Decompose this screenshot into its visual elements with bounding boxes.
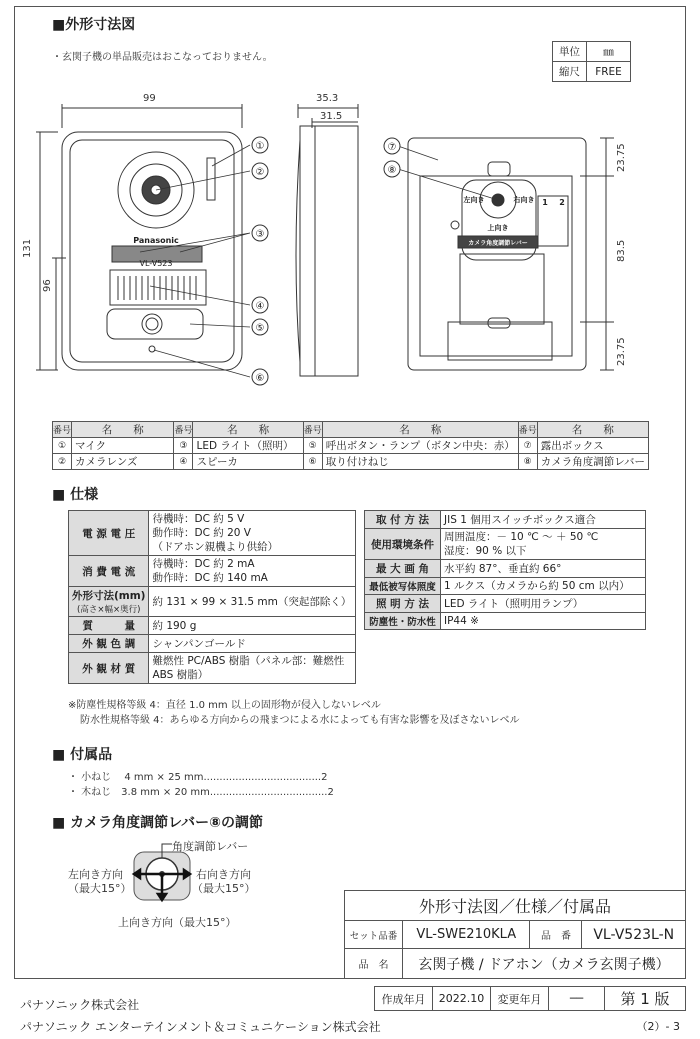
set-label: セット品番 <box>345 921 403 949</box>
spec-value: 待機時：DC 約 5 V 動作時：DC 約 20 V （ドアホン親機より供給） <box>149 511 356 556</box>
up-caption: 上向き方向（最大15°） <box>118 916 237 929</box>
changed-label: 変更年月 <box>491 987 549 1011</box>
table-row <box>365 595 646 613</box>
spec-key: 取 付 方 法 <box>365 511 441 529</box>
left-caption: 左向き方向 <box>68 868 123 881</box>
dim-top: 23.75 <box>616 143 627 172</box>
spec-key: 電 源 電 圧 <box>69 511 149 556</box>
table-row <box>365 511 646 529</box>
spec-value: 待機時：DC 約 2 mA 動作時：DC 約 140 mA <box>149 556 356 587</box>
dimension-drawing <box>0 0 700 420</box>
terminal-1: 1 <box>542 198 548 207</box>
set-value: VL-SWE210KLA <box>403 921 530 949</box>
accessory-item: ・ 小ねじ 4 mm × 25 mm.....................................2 <box>68 772 328 783</box>
table-row <box>365 578 646 595</box>
spec-value: 難燃性 PC/ABS 樹脂（パネル部：難燃性 ABS 樹脂） <box>149 653 356 684</box>
changed-value: ── <box>549 987 605 1011</box>
spec-key: 最低被写体照度 <box>365 578 441 595</box>
spec-table-right <box>364 510 646 630</box>
part-value: VL-V523L-N <box>582 921 686 949</box>
table-cell: 露出ボックス <box>537 438 648 454</box>
side-view-outline <box>300 126 358 376</box>
left-caption-limit: （最大15°） <box>68 882 132 895</box>
table-row <box>69 617 356 635</box>
header-cell: 番号 <box>53 422 72 438</box>
header-cell: 名 称 <box>72 422 174 438</box>
model-mark: VL-V523 <box>139 259 173 268</box>
spec-value: 周囲温度：－ 10 ℃ ～ ＋ 50 ℃ 湿度：90 % 以下 <box>441 529 646 560</box>
spec-value: 約 131 × 99 × 31.5 mm（突起部除く） <box>149 587 356 617</box>
created-value: 2022.10 <box>433 987 491 1011</box>
section-title-adjust: ■ カメラ角度調節レバー⑧の調節 <box>52 815 263 831</box>
header-cell: 名 称 <box>322 422 518 438</box>
page-number: （2）- 3 <box>636 1020 680 1033</box>
created-label: 作成年月 <box>375 987 433 1011</box>
table-row <box>365 560 646 578</box>
header-cell: 番号 <box>303 422 322 438</box>
dim-depth: 35.3 <box>316 93 339 104</box>
section-title-accessories: ■ 付属品 <box>52 747 113 763</box>
spec-key: 外 観 色 調 <box>69 635 149 653</box>
header-cell: 番号 <box>174 422 193 438</box>
table-cell: ④ <box>174 454 193 470</box>
section-title-spec: ■ 仕様 <box>52 487 99 503</box>
table-row <box>69 635 356 653</box>
spec-table-left <box>68 510 356 684</box>
spec-key: 防塵性・防水性 <box>365 613 441 630</box>
table-row <box>365 529 646 560</box>
spec-note-2: 防水性規格等級 4：あらゆる方向からの飛まつによる水によっても有害な影響を及ぼさないレベル <box>80 715 520 726</box>
edition: 第 1 版 <box>605 987 686 1011</box>
parts-table <box>52 421 649 470</box>
spec-value: LED ライト（照明用ランプ） <box>441 595 646 613</box>
spec-note-1: ※防塵性規格等級 4：直径 1.0 mm 以上の固形物が侵入しないレベル <box>68 700 381 711</box>
spec-key: 質 量 <box>69 617 149 635</box>
table-row <box>69 511 356 556</box>
table-cell: ⑤ <box>303 438 322 454</box>
spec-value: 1 ルクス（カメラから約 50 cm 以内） <box>441 578 646 595</box>
table-cell: ⑧ <box>518 454 537 470</box>
scale-label: 縮尺 <box>553 62 587 82</box>
callout-4: ④ <box>255 301 265 312</box>
table-cell: カメラ角度調節レバー <box>537 454 648 470</box>
part-label: 品 番 <box>530 921 582 949</box>
document-title: 外形寸法図／仕様／付属品 <box>345 891 686 921</box>
dim-height-inner: 96 <box>42 279 53 292</box>
parts-table-header <box>53 422 649 438</box>
up-dir-label: 上向き <box>487 224 509 232</box>
right-caption: 右向き方向 <box>196 868 251 881</box>
section-title-dimensions: ■外形寸法図 <box>52 17 136 33</box>
header-cell: 名 称 <box>193 422 303 438</box>
unit-value: ㎜ <box>587 42 631 62</box>
dim-depth-inner: 31.5 <box>320 111 343 122</box>
mounting-screw <box>149 346 155 352</box>
accessory-item: ・ 木ねじ 3.8 mm × 20 mm.....................................2 <box>68 787 334 798</box>
dim-middle: 83.5 <box>616 239 627 262</box>
left-dir-label: 左向き <box>463 196 485 204</box>
spec-key: 外 観 材 質 <box>69 653 149 684</box>
spec-key: 照 明 方 法 <box>365 595 441 613</box>
spec-value: シャンパンゴールド <box>149 635 356 653</box>
spec-value: 約 190 g <box>149 617 356 635</box>
spec-value: IP44 ※ <box>441 613 646 630</box>
table-cell: ⑦ <box>518 438 537 454</box>
table-cell: 呼出ボタン・ランプ（ボタン中央：赤） <box>322 438 518 454</box>
table-row <box>365 613 646 630</box>
title-block <box>344 890 686 979</box>
notice-text: ・玄関子機の単品販売はおこなっておりません。 <box>52 52 273 63</box>
table-row <box>53 438 649 454</box>
unit-label: 単位 <box>553 42 587 62</box>
table-cell: マイク <box>72 438 174 454</box>
callout-5: ⑤ <box>255 323 265 334</box>
callout-8: ⑧ <box>387 165 397 176</box>
dim-width: 99 <box>143 93 156 104</box>
table-row <box>69 653 356 684</box>
terminal-2: 2 <box>559 198 565 207</box>
spec-value: JIS 1 個用スイッチボックス適合 <box>441 511 646 529</box>
table-cell: ① <box>53 438 72 454</box>
callout-2: ② <box>255 167 265 178</box>
company-name: パナソニック株式会社 <box>20 998 140 1012</box>
dim-bottom: 23.75 <box>616 337 627 366</box>
table-cell: ⑥ <box>303 454 322 470</box>
name-value: 玄関子機 / ドアホン（カメラ玄関子機） <box>403 949 686 979</box>
name-label: 品 名 <box>345 949 403 979</box>
dim-height: 131 <box>22 238 33 258</box>
right-dir-label: 右向き <box>513 196 535 204</box>
lever-label: カメラ角度調節レバー <box>468 240 528 247</box>
callout-3: ③ <box>255 229 265 240</box>
brand-logo: Panasonic <box>133 236 179 245</box>
company-name-sub: パナソニック エンターテインメント＆コミュニケーション株式会社 <box>20 1020 381 1034</box>
table-cell: 取り付けねじ <box>322 454 518 470</box>
table-row <box>69 556 356 587</box>
revision-block <box>374 986 686 1011</box>
header-cell: 番号 <box>518 422 537 438</box>
spec-key: 消 費 電 流 <box>69 556 149 587</box>
table-cell: ③ <box>174 438 193 454</box>
spec-value: 水平約 87°、垂直約 66° <box>441 560 646 578</box>
table-row <box>69 587 356 617</box>
callout-7: ⑦ <box>387 142 397 153</box>
lever-caption: 角度調節レバー <box>172 840 249 853</box>
callout-1: ① <box>255 141 265 152</box>
header-cell: 名 称 <box>537 422 648 438</box>
table-cell: カメラレンズ <box>72 454 174 470</box>
scale-value: FREE <box>587 62 631 82</box>
spec-key: 外形寸法(mm) (高さ×幅×奥行) <box>69 587 149 617</box>
right-caption-limit: （最大15°） <box>192 882 256 895</box>
table-row <box>53 454 649 470</box>
call-button <box>107 309 203 339</box>
table-cell: スピーカ <box>193 454 303 470</box>
table-cell: LED ライト（照明） <box>193 438 303 454</box>
table-cell: ② <box>53 454 72 470</box>
spec-key: 最 大 画 角 <box>365 560 441 578</box>
spec-key: 使用環境条件 <box>365 529 441 560</box>
callout-6: ⑥ <box>255 373 265 384</box>
